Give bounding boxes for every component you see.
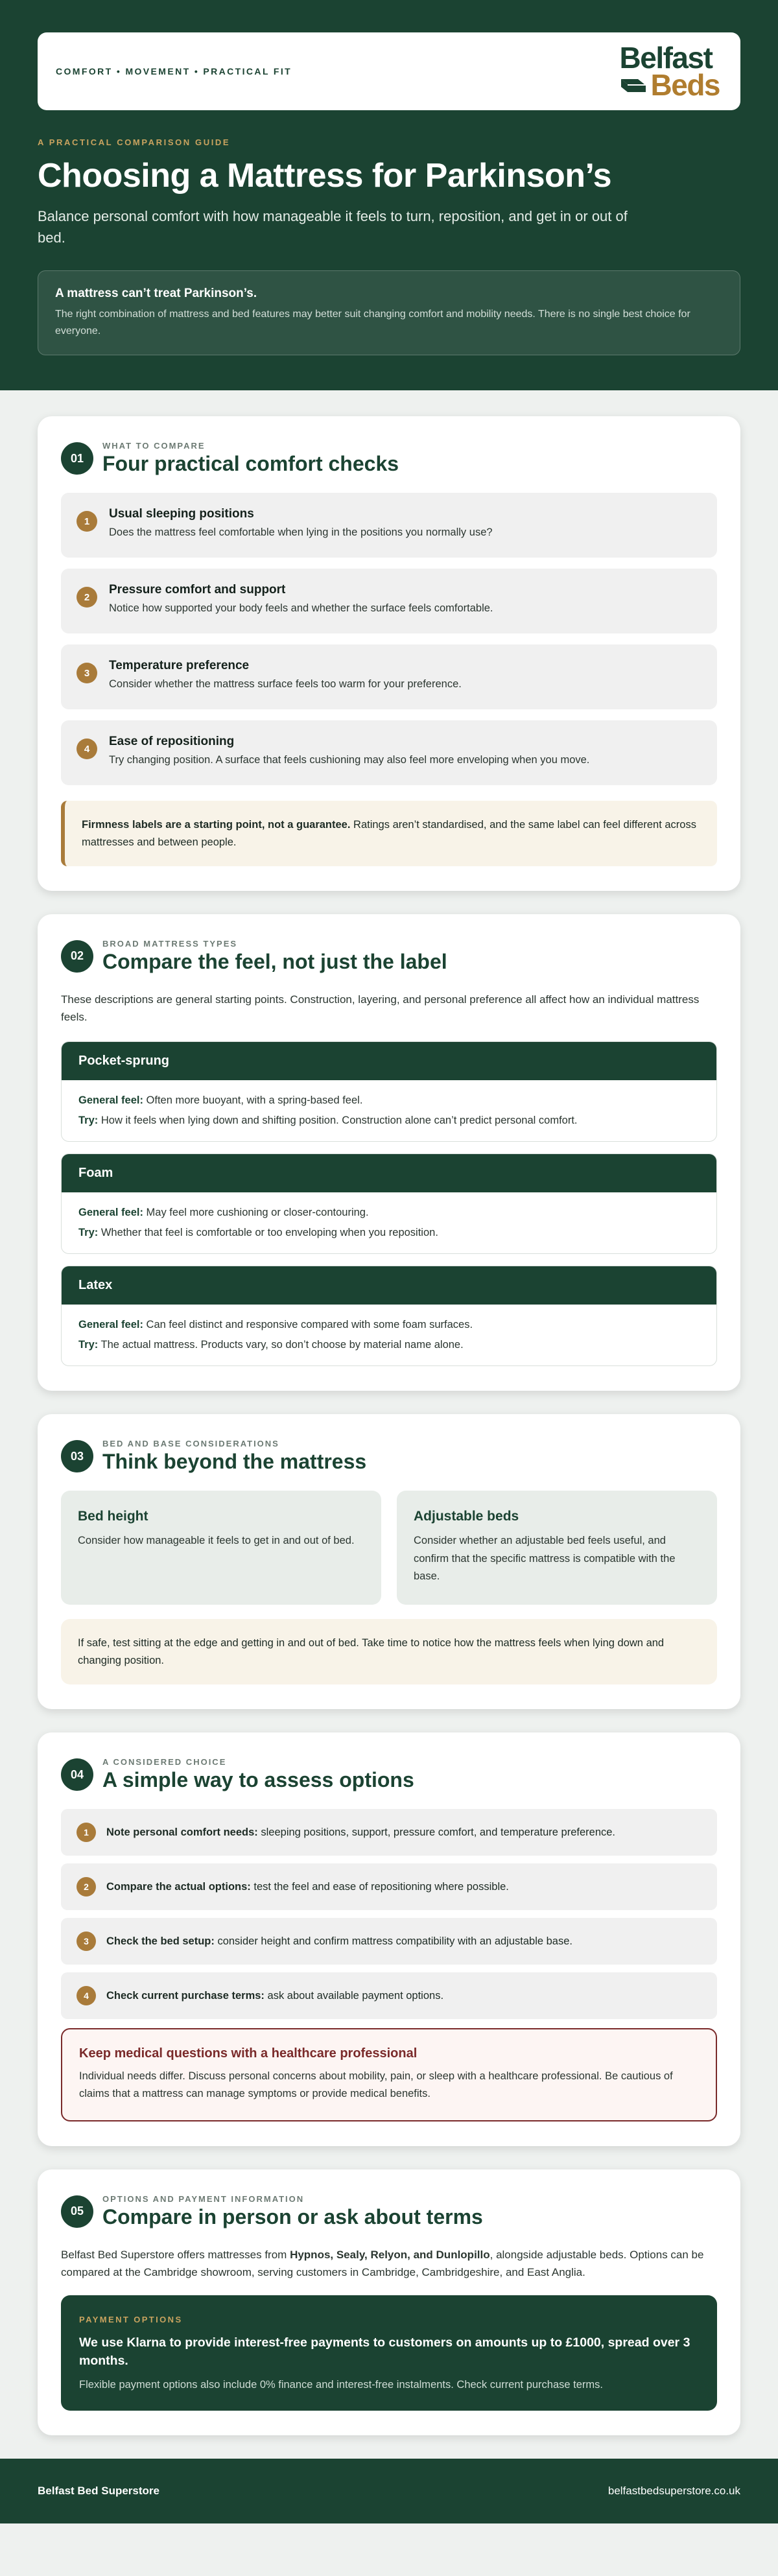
brand-list: Hypnos, Sealy, Relyon, and Dunlopillo [290,2248,490,2261]
try-label: Try: [78,1115,99,1127]
mattress-type-card [61,1266,717,1366]
warning-text: Individual needs differ. Discuss personal concerns about mobility, pain, or sleep with a healthcare professional. Be cautious of claims that a mattress can manage symptoms or provide medical benefits. [79,2070,673,2100]
intro-part-a: Belfast Bed Superstore offers mattresses from [61,2248,290,2261]
feel-label: General feel: [78,1094,143,1107]
step-badge: 1 [77,1823,96,1842]
section-kicker: WHAT TO COMPARE [102,441,206,451]
step-text: consider height and confirm mattress compatibility with an adjustable base. [214,1935,572,1947]
payment-kicker: PAYMENT OPTIONS [79,2314,183,2324]
notice-title: A mattress can’t treat Parkinson’s. [55,287,257,300]
box-text: Consider how manageable it feels to get in and out of bed. [78,1535,355,1547]
assessment-step [61,1918,717,1965]
section-title: Compare the feel, not just the label [102,949,447,973]
comfort-check-item [61,720,717,785]
comfort-check-item [61,493,717,558]
step-badge: 2 [77,1877,96,1897]
step-badge: 4 [77,1986,96,2005]
section-kicker: A CONSIDERED CHOICE [102,1757,227,1767]
footer-store-name: Belfast Bed Superstore [38,2485,159,2498]
main-content [0,390,778,2459]
section-assess-options [38,1732,740,2145]
try-label: Try: [78,1227,99,1239]
logo-line-1: Belfast [619,40,713,75]
section-number: 04 [61,1758,93,1791]
section-title: Think beyond the mattress [102,1450,367,1474]
comfort-check-item [61,569,717,633]
feel-label: General feel: [78,1207,143,1219]
tagline: COMFORT • MOVEMENT • PRACTICAL FIT [56,66,292,77]
feel-text: Often more buoyant, with a spring-based feel. [143,1094,363,1107]
try-label: Try: [78,1339,99,1351]
feel-text: Can feel distinct and responsive compared with some foam surfaces. [143,1319,473,1331]
callout-text: Ratings aren’t standardised, and the same label can feel different across mattresses and between people. [82,819,696,848]
warning-title: Keep medical questions with a healthcare professional [79,2046,418,2061]
step-bold: Compare the actual options: [106,1880,251,1893]
page-title: Choosing a Mattress for Parkinson’s [38,157,611,195]
bed-height-box [61,1491,381,1605]
adjustable-beds-box [397,1491,717,1605]
intro-part-b: , alongside adjustable beds. Options can be compared at the Cambridge showroom, serving customers in Cambridge, Cambridgeshire, and East Anglia. [61,2248,704,2278]
footer-website-link[interactable]: belfastbedsuperstore.co.uk [607,2485,740,2498]
section-mattress-types [38,914,740,1391]
bed-icon [620,75,648,95]
mattress-type-card [61,1153,717,1254]
try-text: How it feels when lying down and shifting position. Construction alone can’t predict personal comfort. [98,1115,578,1127]
section-number: 03 [61,1440,93,1472]
callout-bold: Firmness labels are a starting point, not a guarantee. [82,819,351,831]
step-badge: 3 [77,1932,96,1951]
logo-line-2: Beds [650,68,720,102]
step-bold: Check the bed setup: [106,1935,215,1947]
type-name: Latex [62,1266,716,1305]
notice-text: The right combination of mattress and bed features may better suit changing comfort and mobility needs. There is no single best choice for everyone. [55,309,690,337]
hero-subtitle: Balance personal comfort with how manageable it feels to turn, reposition, and get in or out of bed. [38,208,628,246]
step-text: test the feel and ease of repositioning where possible. [250,1880,509,1893]
hero [0,0,778,390]
feel-label: General feel: [78,1319,143,1331]
check-text: Notice how supported your body feels and whether the surface feels comfortable. [109,602,493,615]
feel-text: May feel more cushioning or closer-contouring. [143,1207,369,1219]
check-title: Temperature preference [109,659,250,673]
try-text: The actual mattress. Products vary, so don’t choose by material name alone. [98,1339,464,1351]
check-title: Ease of repositioning [109,735,235,749]
step-text: sleeping positions, support, pressure comfort, and temperature preference. [257,1826,616,1838]
assessment-step [61,1809,717,1856]
belfast-beds-logo[interactable] [619,40,720,102]
step-badge: 1 [77,511,97,532]
section-bed-base [38,1414,740,1709]
box-text: Consider whether an adjustable bed feels useful, and confirm that the specific mattress is compatible with the base. [414,1535,676,1582]
section-number: 05 [61,2195,93,2228]
section-number: 01 [61,442,93,475]
section-intro [61,2246,717,2281]
box-title: Adjustable beds [414,1509,519,1524]
step-text: ask about available payment options. [264,1989,444,2002]
payment-text: Flexible payment options also include 0% finance and interest-free instalments. Check current purchase terms. [79,2379,603,2391]
step-badge: 3 [77,663,97,683]
section-title: Compare in person or ask about terms [102,2204,483,2228]
assessment-step [61,1863,717,1910]
section-kicker: BED AND BASE CONSIDERATIONS [102,1439,279,1449]
disclaimer-notice [38,270,740,355]
medical-warning [61,2028,717,2121]
check-title: Pressure comfort and support [109,583,286,597]
section-intro: These descriptions are general starting points. Construction, layering, and personal preference all affect how an individual mattress feels. [61,993,700,1024]
section-kicker: OPTIONS AND PAYMENT INFORMATION [102,2193,305,2204]
check-title: Usual sleeping positions [109,507,254,521]
box-title: Bed height [78,1509,148,1524]
try-text: Whether that feel is comfortable or too enveloping when you reposition. [98,1227,438,1239]
step-badge: 4 [77,739,97,759]
comfort-check-item [61,644,717,709]
top-bar [38,32,740,110]
section-payment [38,2169,740,2436]
type-name: Pocket-sprung [62,1042,716,1080]
payment-options-panel [61,2295,717,2411]
assessment-step [61,1972,717,2019]
mattress-type-card [61,1041,717,1142]
firmness-callout [61,801,717,866]
section-number: 02 [61,940,93,973]
section-kicker: BROAD MATTRESS TYPES [102,938,238,949]
check-text: Consider whether the mattress surface feels too warm for your preference. [109,678,462,691]
check-text: Try changing position. A surface that feels cushioning may also feel more enveloping when you move. [109,754,590,766]
footer [0,2459,778,2523]
step-badge: 2 [77,587,97,608]
safety-note: If safe, test sitting at the edge and getting in and out of bed. Take time to notice how the mattress feels when lying down and changing position. [61,1619,717,1684]
section-title: A simple way to assess options [102,1768,414,1792]
section-comfort-checks [38,416,740,891]
step-bold: Check current purchase terms: [106,1989,265,2002]
check-text: Does the mattress feel comfortable when lying in the positions you normally use? [109,526,493,539]
hero-eyebrow: A PRACTICAL COMPARISON GUIDE [38,137,231,147]
step-bold: Note personal comfort needs: [106,1826,258,1838]
payment-title: We use Klarna to provide interest-free payments to customers on amounts up to £1000, spread over 3 months. [79,2335,690,2369]
type-name: Foam [62,1154,716,1192]
section-title: Four practical comfort checks [102,452,399,476]
